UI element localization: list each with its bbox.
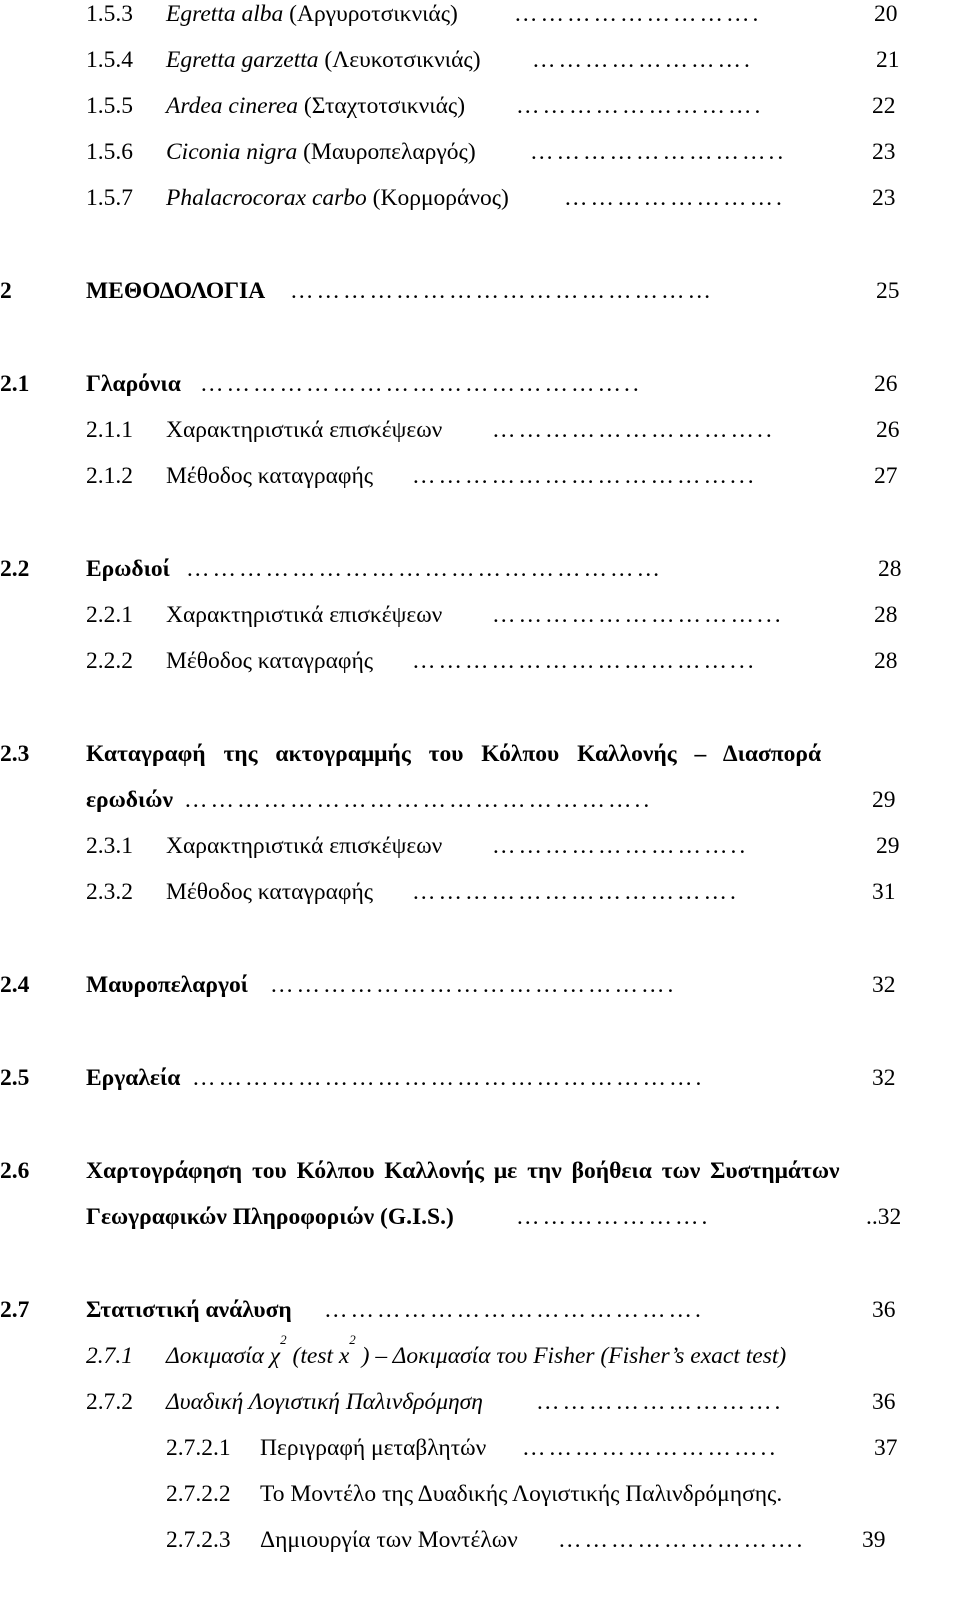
entry-number: 1.5.5 (86, 93, 133, 119)
entry-number: 2.2 (0, 556, 30, 582)
page-number: 23 (872, 139, 896, 165)
toc-entry (86, 872, 916, 912)
entry-number: 2.7.2.2 (166, 1481, 231, 1507)
entry-number: 2.2.2 (86, 648, 133, 674)
entry-number: 2.5 (0, 1065, 30, 1091)
entry-title (166, 1332, 787, 1376)
dot-leader: ……………………….. (530, 139, 787, 165)
entry-number: 2.7.1 (86, 1343, 133, 1369)
entry-number: 2.7.2.3 (166, 1527, 231, 1553)
title-part: (test x (286, 1343, 350, 1369)
entry-title: Χαρακτηριστικά επισκέψεων (166, 602, 443, 628)
entry-title: Μαυροπελαργοί (86, 972, 248, 998)
dot-leader: …………………………... (492, 602, 784, 628)
title-part: Δοκιμασία χ (166, 1343, 281, 1369)
dot-leader: ………………………. (514, 1, 762, 27)
dot-leader: …………………………………………………. (192, 1065, 705, 1091)
entry-title: Μέθοδος καταγραφής (166, 648, 374, 674)
dot-leader: ……………………………………………… (186, 556, 663, 582)
dot-leader: ………………………. (516, 93, 764, 119)
superscript: 2 (280, 1332, 287, 1347)
entry-title: Μέθοδος καταγραφής (166, 463, 374, 489)
entry-title: Χαρακτηριστικά επισκέψεων (166, 833, 443, 859)
entry-number: 2.3.2 (86, 879, 133, 905)
toc-entry (86, 1332, 926, 1376)
dot-leader: ………………………………………. (270, 972, 677, 998)
page-number: 28 (878, 556, 902, 582)
entry-number: 2.2.1 (86, 602, 133, 628)
toc-entry (0, 1290, 920, 1330)
dot-leader: …………………. (516, 1204, 711, 1230)
toc-entry (86, 1382, 916, 1422)
entry-number: 2.6 (0, 1158, 30, 1184)
page-number: 29 (872, 787, 896, 813)
dot-leader: ……………………. (564, 185, 785, 211)
toc-entry (86, 595, 916, 635)
entry-number: 1.5.3 (86, 1, 133, 27)
entry-title (166, 0, 458, 34)
entry-title: Το Μοντέλο της Δυαδικής Λογιστικής Παλινδρόμησης. (260, 1481, 783, 1507)
toc-entry (166, 1474, 926, 1514)
entry-title: Ερωδιοί (86, 556, 170, 582)
page-number: 39 (862, 1527, 886, 1553)
dot-leader: ……………………….. (492, 833, 749, 859)
entry-title (166, 86, 465, 126)
toc-entry (86, 641, 916, 681)
toc-entry-continuation (0, 780, 920, 820)
toc-entry-continuation (0, 1197, 920, 1237)
page-number: 29 (876, 833, 900, 859)
toc-entry (166, 1520, 916, 1560)
entry-title: Περιγραφή μεταβλητών (260, 1435, 487, 1461)
page-number: 32 (872, 1065, 896, 1091)
dot-leader: ………………………………………… (290, 278, 714, 304)
toc-entry (0, 364, 920, 404)
toc-entry (0, 549, 920, 589)
entry-title (166, 132, 476, 172)
page-number: 25 (876, 278, 900, 304)
entry-title: Εργαλεία (86, 1065, 181, 1091)
toc-entry (86, 410, 916, 450)
page-number: 23 (872, 185, 896, 211)
page-number: 36 (872, 1297, 896, 1323)
toc-entry (86, 40, 916, 80)
entry-number: 2.4 (0, 972, 30, 998)
entry-number: 1.5.4 (86, 47, 133, 73)
dot-leader: ……………………….. (522, 1435, 779, 1461)
page-number: 21 (876, 47, 900, 73)
entry-title (166, 40, 481, 80)
page-number: 27 (874, 463, 898, 489)
dot-leader: ……………………. (532, 47, 753, 73)
dot-leader: ………………………………... (412, 648, 757, 674)
page-number: 26 (876, 417, 900, 443)
dot-leader: ………………………. (536, 1389, 784, 1415)
toc-entry (0, 734, 940, 774)
species-name: Ardea cinerea (166, 93, 299, 119)
dot-leader: ………………………………………….. (200, 371, 642, 397)
entry-title: Καταγραφή της ακτογραμμής του Κόλπου Καλλονής – Διασπορά (86, 741, 822, 767)
toc-entry (86, 0, 916, 34)
page-number: ..32 (866, 1204, 902, 1230)
entry-title: Μέθοδος καταγραφής (166, 879, 374, 905)
title-part: ) – Δοκιμασία του Fisher (Fisher’s exact test) (355, 1343, 787, 1369)
page-number: 32 (872, 972, 896, 998)
toc-entry (0, 1151, 940, 1191)
common-name: (Μαυροπελαργός) (297, 139, 476, 165)
entry-number: 2 (0, 278, 12, 304)
toc-entry (86, 132, 916, 172)
common-name: (Σταχτοτσικνιάς) (298, 93, 466, 119)
entry-title: Χαρακτηριστικά επισκέψεων (166, 417, 443, 443)
toc-entry (166, 1428, 916, 1468)
toc-chapter (0, 271, 920, 311)
toc-entry (86, 456, 916, 496)
entry-title: Δυαδική Λογιστική Παλινδρόμηση (166, 1389, 483, 1415)
entry-number: 1.5.6 (86, 139, 133, 165)
entry-title: ερωδιών (86, 787, 173, 813)
entry-title: Χαρτογράφηση του Κόλπου Καλλονής με την βοήθεια των Συστημάτων (86, 1158, 840, 1184)
page-number: 20 (874, 1, 898, 27)
entry-title: Στατιστική ανάλυση (86, 1297, 292, 1323)
species-name: Egretta garzetta (166, 47, 319, 73)
dot-leader: ………………………….. (492, 417, 775, 443)
entry-title: ΜΕΘΟΔΟΛΟΓΙΑ (86, 278, 266, 304)
toc-entry (0, 965, 920, 1005)
entry-title: Δημιουργία των Μοντέλων (260, 1527, 518, 1553)
superscript: 2 (349, 1332, 356, 1347)
dot-leader: ………………………………. (412, 879, 739, 905)
dot-leader: ………………………. (558, 1527, 806, 1553)
entry-title: Γλαρόνια (86, 371, 181, 397)
dot-leader: …………………………………………….. (184, 787, 653, 813)
common-name: (Κορμοράνος) (366, 185, 509, 211)
common-name: (Λευκοτσικνιάς) (318, 47, 481, 73)
common-name: (Αργυροτσικνιάς) (283, 1, 458, 27)
toc-entry (86, 86, 916, 126)
entry-number: 1.5.7 (86, 185, 133, 211)
entry-number: 2.1.2 (86, 463, 133, 489)
entry-number: 2.7.2 (86, 1389, 133, 1415)
entry-number: 2.3.1 (86, 833, 133, 859)
page-number: 22 (872, 93, 896, 119)
page-number: 26 (874, 371, 898, 397)
species-name: Phalacrocorax carbo (166, 185, 367, 211)
dot-leader: ……………………………………. (324, 1297, 704, 1323)
species-name: Ciconia nigra (166, 139, 298, 165)
toc-entry (86, 178, 916, 218)
dot-leader: ………………………………... (412, 463, 757, 489)
toc-entry (86, 826, 916, 866)
toc-entry (0, 1058, 920, 1098)
entry-number: 2.1.1 (86, 417, 133, 443)
entry-title (166, 178, 509, 218)
entry-title: Γεωγραφικών Πληροφοριών (G.I.S.) (86, 1204, 454, 1230)
page-number: 36 (872, 1389, 896, 1415)
page-number: 28 (874, 648, 898, 674)
entry-number: 2.7 (0, 1297, 30, 1323)
species-name: Egretta alba (166, 1, 284, 27)
page-number: 37 (874, 1435, 898, 1461)
entry-number: 2.1 (0, 371, 30, 397)
entry-number: 2.3 (0, 741, 30, 767)
entry-number: 2.7.2.1 (166, 1435, 231, 1461)
page-number: 31 (872, 879, 896, 905)
page-number: 28 (874, 602, 898, 628)
